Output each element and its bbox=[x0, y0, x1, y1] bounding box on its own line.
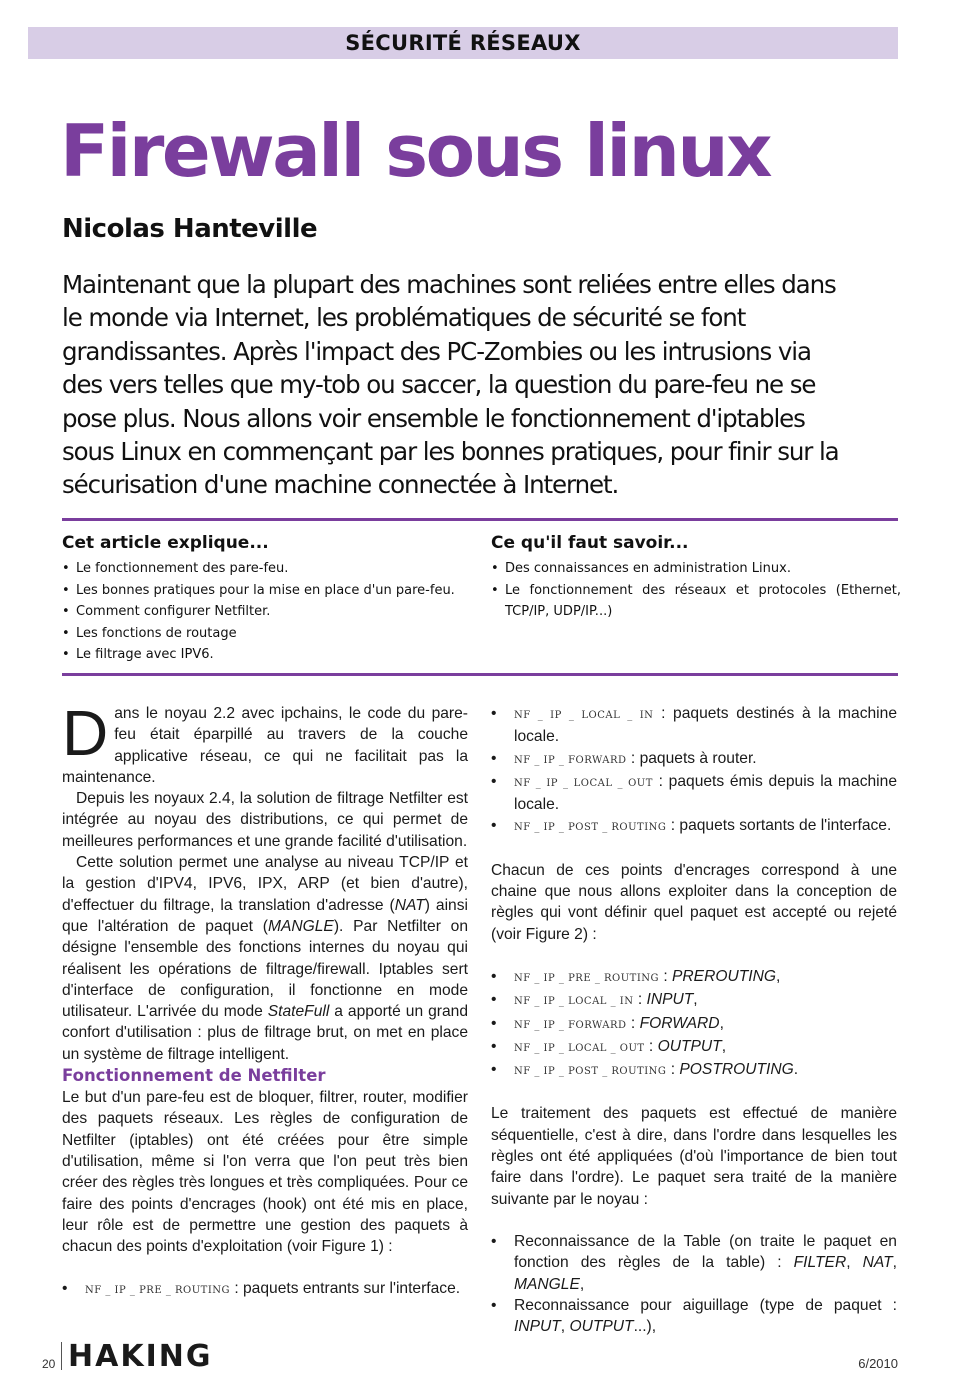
chain-list bbox=[491, 966, 897, 1082]
author-name: Nicolas Hanteville bbox=[62, 214, 318, 244]
list-item: • Le fonctionnement des pare-feu. bbox=[62, 558, 472, 580]
drop-cap: D bbox=[62, 697, 109, 769]
list-item: • NF _ IP _ FORWARD : FORWARD, bbox=[491, 1013, 897, 1036]
list-item: • NF _ IP _ LOCAL _ OUT : OUTPUT, bbox=[491, 1036, 897, 1059]
paragraph: Dans le noyau 2.2 avec ipchains, le code du pare-feu était éparpillé au travers de la couche applicative réseau, ce qui ne facilitait pas la maintenance. bbox=[62, 697, 468, 786]
box-article-explains bbox=[62, 532, 472, 666]
paragraph: Depuis les noyaux 2.4, la solution de filtrage Netfilter est intégrée au noyau des distributions, ce qui permet de meilleures performances et une grande facilité d'utilisation. bbox=[62, 790, 468, 850]
issue-date: 6/2010 bbox=[858, 1356, 898, 1371]
list-item: • Les fonctions de routage bbox=[62, 623, 472, 645]
column-left bbox=[62, 697, 469, 1302]
list-item: • Comment configurer Netfilter. bbox=[62, 601, 472, 623]
step-list bbox=[491, 1231, 897, 1337]
list-item: • NF _ IP _ PRE _ ROUTING : paquets entrants sur l'interface. bbox=[62, 1278, 468, 1301]
section-label: SÉCURITÉ RÉSEAUX bbox=[345, 31, 581, 55]
top-divider bbox=[62, 518, 898, 521]
list-item: • NF _ IP _ PRE _ ROUTING : PREROUTING, bbox=[491, 966, 897, 989]
paragraph: Cette solution permet une analyse au niveau TCP/IP et la gestion d'IPV4, IPV6, IPX, ARP (et bien d'autre), d'effectuer du filtrage, la translation d'adresse (NAT) ainsi que l'altération de paquet (MANGLE). Par Netfilter on désigne l'ensemble des fonctions internes du noyau qui réalisent les opérations de filtrage/firewall. Iptables sert d'interface de configuration, il fonctionne en mode utilisateur. L'arrivée du mode StateFull a apporté un grand confort d'utilisation : plus de filtrage brut, on met en place un système de filtrage intelligent. bbox=[62, 854, 469, 1063]
list-item: • NF _ IP _ POST _ ROUTING : POSTROUTING. bbox=[491, 1059, 897, 1082]
list-item: • NF _ IP _ FORWARD : paquets à router. bbox=[491, 748, 897, 771]
bottom-divider bbox=[62, 673, 898, 676]
box-heading: Ce qu'il faut savoir... bbox=[491, 533, 689, 553]
page-number: 20 bbox=[42, 1357, 56, 1371]
hook-list bbox=[491, 703, 897, 839]
list-item: • NF _ IP _ LOCAL _ IN : paquets destinés à la machine locale. bbox=[491, 703, 897, 748]
footer-divider bbox=[61, 1342, 62, 1370]
list-item: • Les bonnes pratiques pour la mise en place d'un pare-feu. bbox=[62, 580, 472, 602]
box-prerequisites bbox=[491, 532, 901, 623]
paragraph: Chacun de ces points d'encrages correspond à une chaine que nous allons exploiter dans la conception de règles qui vont définir quel paquet est accepté ou rejeté (voir Figure 2) : bbox=[491, 861, 897, 943]
subheading: Fonctionnement de Netfilter bbox=[62, 1066, 326, 1086]
lead-paragraph: Maintenant que la plupart des machines sont reliées entre elles dans le monde via Internet, les problématiques de sécurité se font grandissantes. Après l'impact des PC-Zombies ou les intrusions via des vers telles que my-tob ou saccer, la question du pare-feu ne se pose plus. Nous allons voir ensemble le fonctionnement d'iptables sous Linux en commençant par les bonnes pratiques, pour finir sur la sécurisation d'une machine connectée à Internet. bbox=[62, 270, 839, 500]
paragraph: Le traitement des paquets est effectué de manière séquentielle, c'est à dire, dans l'ordre dans lesquelles les règles ont été appliquées (d'où l'importance de bien tout faire dans l'ordre). Le paquet sera traité de la manière suivante par le noyau : bbox=[491, 1105, 897, 1208]
box-list bbox=[491, 558, 901, 623]
list-item: • Le fonctionnement des réseaux et protocoles (Ethernet, TCP/IP, UDP/IP...) bbox=[491, 580, 901, 623]
magazine-logo: HAKING bbox=[68, 1339, 213, 1374]
list-item: • NF _ IP _ LOCAL _ IN : INPUT, bbox=[491, 989, 897, 1012]
box-list bbox=[62, 558, 472, 666]
list-item: • Des connaissances en administration Linux. bbox=[491, 558, 901, 580]
list-item: • Le filtrage avec IPV6. bbox=[62, 644, 472, 666]
paragraph: Le but d'un pare-feu est de bloquer, filtrer, router, modifier des paquets réseaux. Les règles de configuration de Netfilter (iptables) ont été créées pour être simple d'utilisation, même si l'on verra que l'on peut très bien créer des règles très longues et très compliquées. Pour ce faire des points d'encrages (hook) ont été mis en place, leur rôle est de permettre une gestion des paquets à chacun des points d'exploitation (voir Figure 1) : bbox=[62, 1089, 468, 1256]
list-item: • Reconnaissance de la Table (on traite le paquet en fonction des règles de la table) : FILTER, NAT, MANGLE, bbox=[491, 1231, 897, 1295]
box-heading: Cet article explique... bbox=[62, 533, 269, 553]
list-item: • NF _ IP _ LOCAL _ OUT : paquets émis depuis la machine locale. bbox=[491, 771, 897, 816]
column-right bbox=[491, 703, 897, 1337]
article-title: Firewall sous linux bbox=[60, 109, 771, 193]
list-item: • NF _ IP _ POST _ ROUTING : paquets sortants de l'interface. bbox=[491, 815, 897, 838]
hook-list bbox=[62, 1278, 468, 1301]
section-header-bar bbox=[28, 27, 898, 59]
list-item: • Reconnaissance pour aiguillage (type de paquet : INPUT, OUTPUT...), bbox=[491, 1295, 897, 1338]
